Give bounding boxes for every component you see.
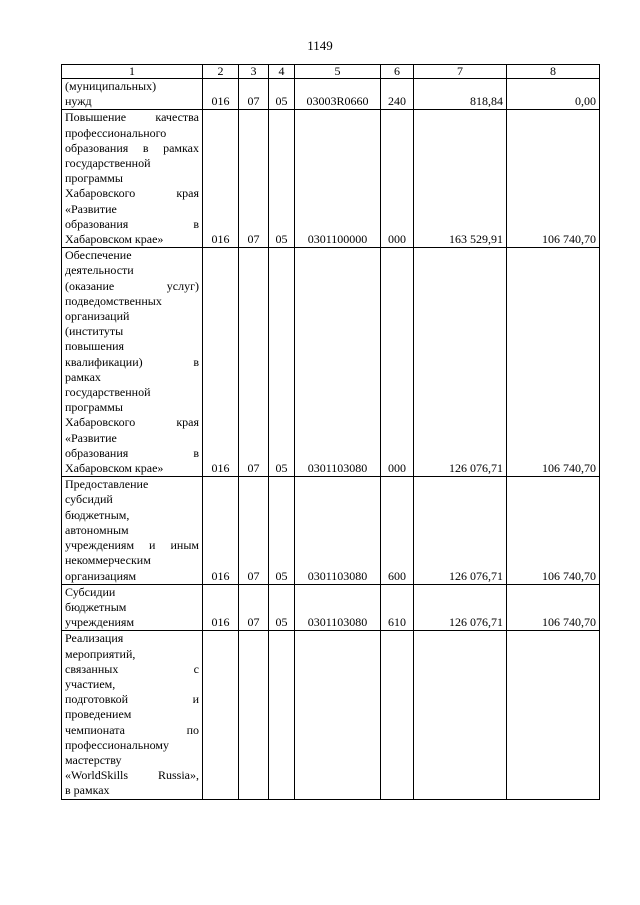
target-article-cell: 0301100000 bbox=[295, 110, 381, 248]
table-row bbox=[62, 631, 600, 799]
row-name-line: Субсидии bbox=[65, 584, 116, 599]
section-cell: 07 bbox=[239, 79, 269, 110]
row-name-cell bbox=[62, 477, 203, 584]
row-name-line: Реализация bbox=[65, 631, 124, 646]
row-name-line: Хабаровском крае» bbox=[65, 461, 164, 476]
header-cell-1: 1 bbox=[62, 65, 203, 79]
table-row bbox=[62, 477, 600, 584]
table-row bbox=[62, 110, 600, 248]
table-row bbox=[62, 79, 600, 110]
expense-type-cell: 600 bbox=[381, 477, 414, 584]
row-name-line: образования в рамках bbox=[65, 140, 199, 155]
row-name-line: образования в bbox=[65, 216, 199, 231]
budget-table bbox=[61, 64, 600, 800]
row-name-line: деятельности bbox=[65, 263, 134, 278]
row-name-line: квалификации) в bbox=[65, 354, 199, 369]
page-number: 1149 bbox=[307, 38, 333, 53]
row-name-line: Обеспечение bbox=[65, 248, 132, 263]
row-name-line: профессиональному bbox=[65, 737, 169, 752]
row-name-cell bbox=[62, 631, 203, 799]
row-name-line: нужд bbox=[65, 94, 92, 109]
row-name-line: организаций bbox=[65, 309, 130, 324]
row-name-line: Хабаровского края bbox=[65, 186, 199, 201]
row-name-line: (оказание услуг) bbox=[65, 278, 199, 293]
header-cell-7: 7 bbox=[414, 65, 507, 79]
row-name-line: (муниципальных) bbox=[65, 79, 157, 93]
section-cell: 07 bbox=[239, 584, 269, 631]
subsection-cell: 05 bbox=[269, 248, 295, 477]
expense-type-cell: 000 bbox=[381, 248, 414, 477]
code-cell bbox=[203, 631, 239, 799]
expense-type-cell: 240 bbox=[381, 79, 414, 110]
code-cell: 016 bbox=[203, 79, 239, 110]
row-name-line: (институты bbox=[65, 324, 124, 339]
expense-type-cell: 000 bbox=[381, 110, 414, 248]
code-cell: 016 bbox=[203, 584, 239, 631]
row-name-line: образования в bbox=[65, 445, 199, 460]
amount-cell: 126 076,71 bbox=[414, 584, 507, 631]
row-name-line: «WorldSkills Russia», bbox=[65, 768, 199, 783]
subsection-cell: 05 bbox=[269, 79, 295, 110]
row-name-line: Повышение качества bbox=[65, 110, 199, 125]
header-cell-5: 5 bbox=[295, 65, 381, 79]
row-name-line: организациям bbox=[65, 568, 137, 583]
header-cell-8: 8 bbox=[507, 65, 600, 79]
target-article-cell: 0301103080 bbox=[295, 584, 381, 631]
header-cell-4: 4 bbox=[269, 65, 295, 79]
row-name-line: чемпионата по bbox=[65, 722, 199, 737]
row-name-line: мастерству bbox=[65, 752, 122, 767]
target-article-cell: 03003R0660 bbox=[295, 79, 381, 110]
code-cell: 016 bbox=[203, 477, 239, 584]
amount-cell: 163 529,91 bbox=[414, 110, 507, 248]
row-name-line: государственной bbox=[65, 156, 151, 171]
row-name-line: бюджетным, bbox=[65, 507, 130, 522]
amount-cell: 106 740,70 bbox=[507, 477, 600, 584]
row-name-line: государственной bbox=[65, 385, 151, 400]
row-name-line: рамках bbox=[65, 369, 101, 384]
section-cell: 07 bbox=[239, 248, 269, 477]
row-name-line: подготовкой и bbox=[65, 692, 199, 707]
amount-cell: 126 076,71 bbox=[414, 477, 507, 584]
amount-cell bbox=[507, 631, 600, 799]
section-cell: 07 bbox=[239, 477, 269, 584]
row-name-line: субсидий bbox=[65, 492, 113, 507]
row-name-line: мероприятий, bbox=[65, 646, 136, 661]
target-article-cell bbox=[295, 631, 381, 799]
amount-cell: 126 076,71 bbox=[414, 248, 507, 477]
section-cell bbox=[239, 631, 269, 799]
subsection-cell: 05 bbox=[269, 477, 295, 584]
row-name-line: учреждениям bbox=[65, 615, 135, 630]
amount-cell: 818,84 bbox=[414, 79, 507, 110]
amount-cell: 106 740,70 bbox=[507, 110, 600, 248]
row-name-line: профессионального bbox=[65, 125, 167, 140]
row-name-cell bbox=[62, 110, 203, 248]
header-cell-2: 2 bbox=[203, 65, 239, 79]
row-name-line: учреждениям и иным bbox=[65, 538, 199, 553]
table-row bbox=[62, 248, 600, 477]
row-name-line: Хабаровского края bbox=[65, 415, 199, 430]
row-name-line: программы bbox=[65, 400, 123, 415]
amount-cell bbox=[414, 631, 507, 799]
row-name-line: Предоставление bbox=[65, 477, 149, 492]
section-cell: 07 bbox=[239, 110, 269, 248]
row-name-line: участием, bbox=[65, 676, 116, 691]
target-article-cell: 0301103080 bbox=[295, 248, 381, 477]
row-name-line: автономным bbox=[65, 522, 129, 537]
row-name-line: проведением bbox=[65, 707, 132, 722]
amount-cell: 106 740,70 bbox=[507, 248, 600, 477]
code-cell: 016 bbox=[203, 110, 239, 248]
row-name-cell bbox=[62, 79, 203, 110]
row-name-line: подведомственных bbox=[65, 293, 162, 308]
row-name-line: «Развитие bbox=[65, 430, 117, 445]
expense-type-cell bbox=[381, 631, 414, 799]
row-name-line: связанных с bbox=[65, 661, 199, 676]
row-name-cell bbox=[62, 584, 203, 631]
subsection-cell: 05 bbox=[269, 584, 295, 631]
target-article-cell: 0301103080 bbox=[295, 477, 381, 584]
row-name-line: Хабаровском крае» bbox=[65, 232, 164, 247]
table-header-row bbox=[62, 65, 600, 79]
row-name-line: программы bbox=[65, 171, 123, 186]
code-cell: 016 bbox=[203, 248, 239, 477]
header-cell-3: 3 bbox=[239, 65, 269, 79]
row-name-line: бюджетным bbox=[65, 599, 127, 614]
row-name-line: в рамках bbox=[65, 783, 110, 798]
amount-cell: 0,00 bbox=[507, 79, 600, 110]
expense-type-cell: 610 bbox=[381, 584, 414, 631]
table-row bbox=[62, 584, 600, 631]
header-cell-6: 6 bbox=[381, 65, 414, 79]
row-name-line: «Развитие bbox=[65, 201, 117, 216]
subsection-cell bbox=[269, 631, 295, 799]
row-name-line: повышения bbox=[65, 339, 125, 354]
row-name-cell bbox=[62, 248, 203, 477]
row-name-line: некоммерческим bbox=[65, 553, 151, 568]
subsection-cell: 05 bbox=[269, 110, 295, 248]
amount-cell: 106 740,70 bbox=[507, 584, 600, 631]
